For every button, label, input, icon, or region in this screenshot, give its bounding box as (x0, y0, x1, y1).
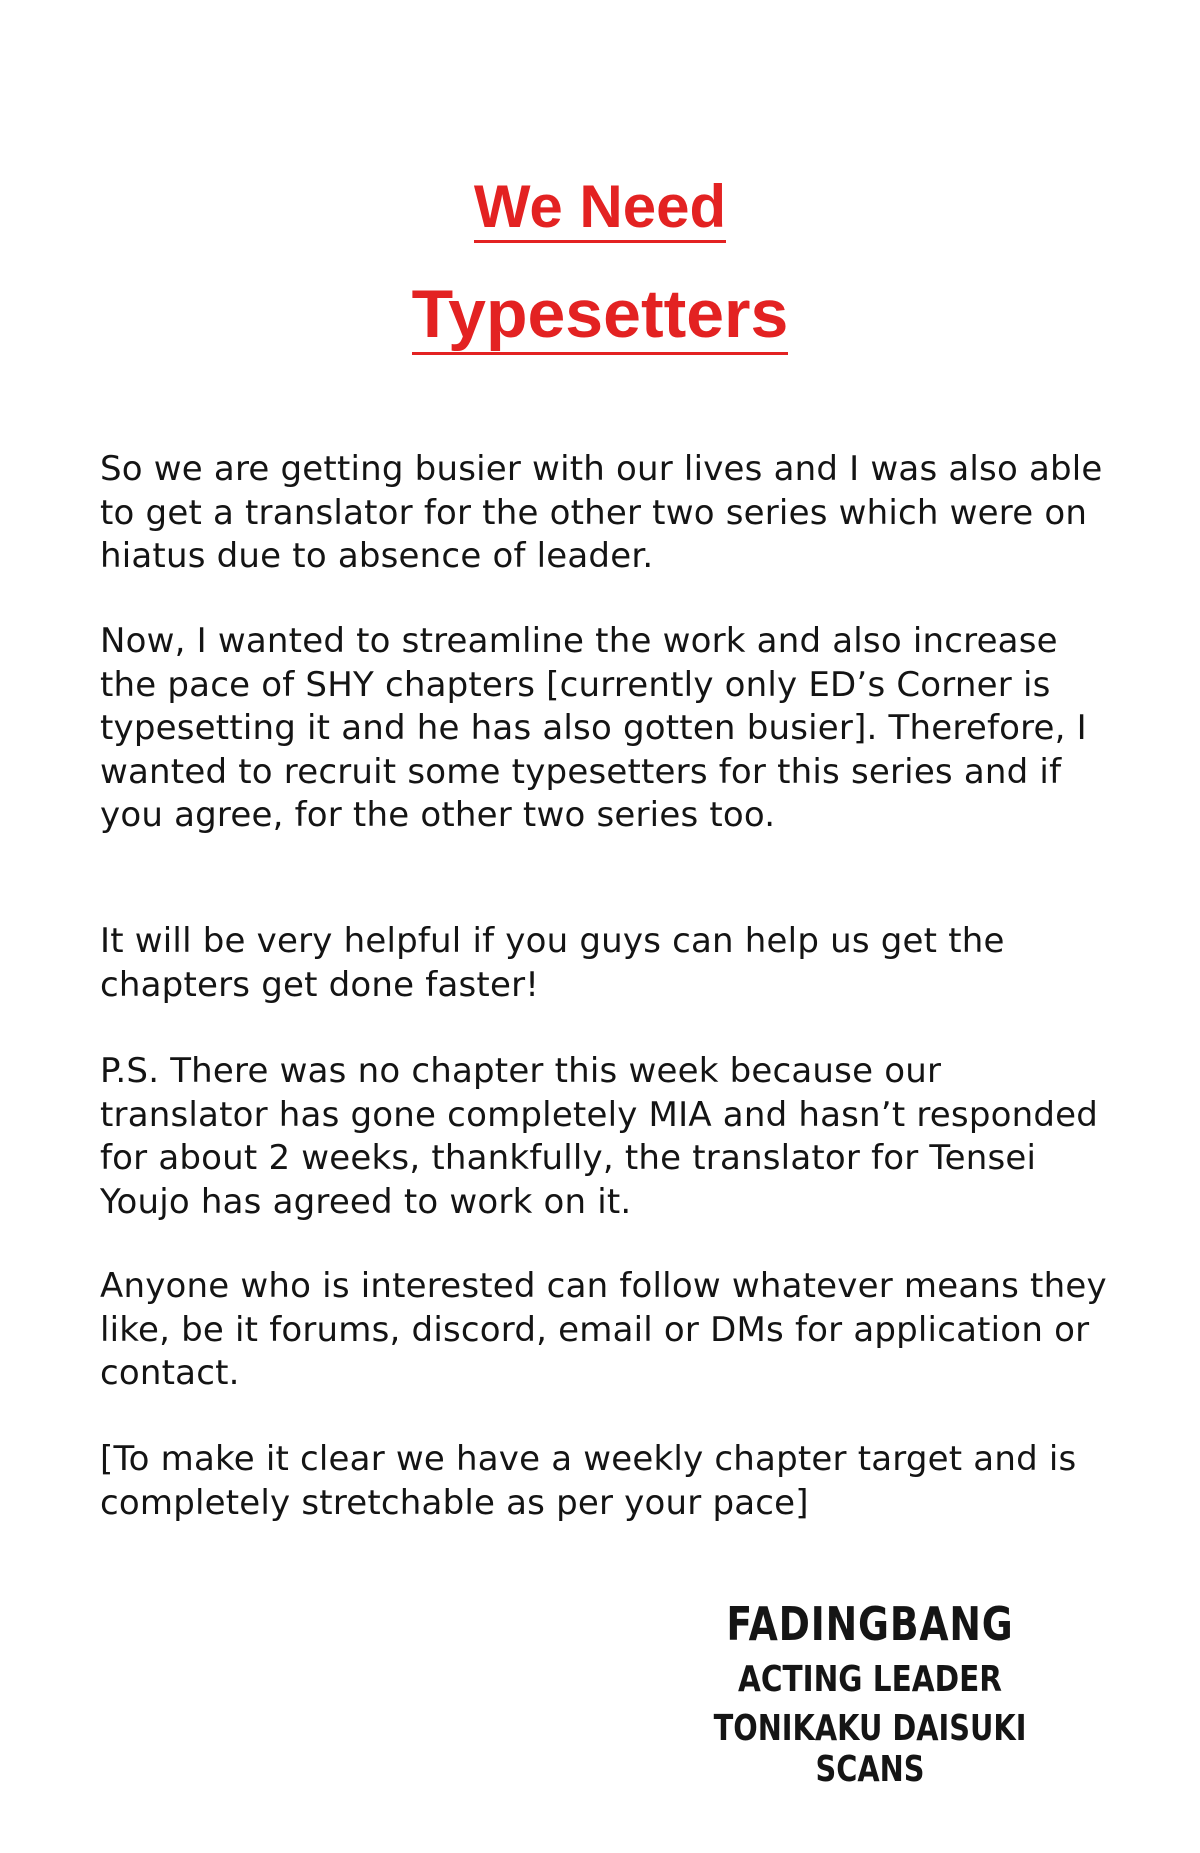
title-line-2 (0, 275, 1200, 355)
paragraph-ps: P.S. There was no chapter this week because our translator has gone completely MIA and hasn’t responded for about 2 weeks, thankfully, the translator for Tensei Youjo has agreed to work on it. (100, 1051, 1099, 1222)
paragraph-note: [To make it clear we have a weekly chapter target and is completely stretchable as per your pace] (100, 1439, 1077, 1523)
title-line-1 (0, 172, 1200, 243)
paragraph-intro: So we are getting busier with our lives and I was also able to get a translator for the other two series which were on hiatus due to absence of leader. (100, 449, 1103, 576)
paragraph-streamline: Now, I wanted to streamline the work and also increase the pace of SHY chapters [currently only ED’s Corner is typesetting it and he has also gotten busier]. Therefore, I wanted to recruit some typesetters for this series and if you agree, for the other two series too. (100, 621, 1087, 835)
paragraph-helpful: It will be very helpful if you guys can help us get the chapters get done faster! (100, 921, 1005, 1005)
signature-name: FADINGBANG (726, 1597, 1014, 1651)
signature-group: TONIKAKU DAISUKI SCANS (713, 1708, 1027, 1790)
title-line-1-text: We Need (474, 174, 726, 243)
paragraph-contact: Anyone who is interested can follow whatever means they like, be it forums, discord, email or DMs for application or contact. (100, 1266, 1107, 1393)
signature-role: ACTING LEADER (737, 1659, 1003, 1700)
title-line-2-text: Typesetters (412, 277, 789, 355)
